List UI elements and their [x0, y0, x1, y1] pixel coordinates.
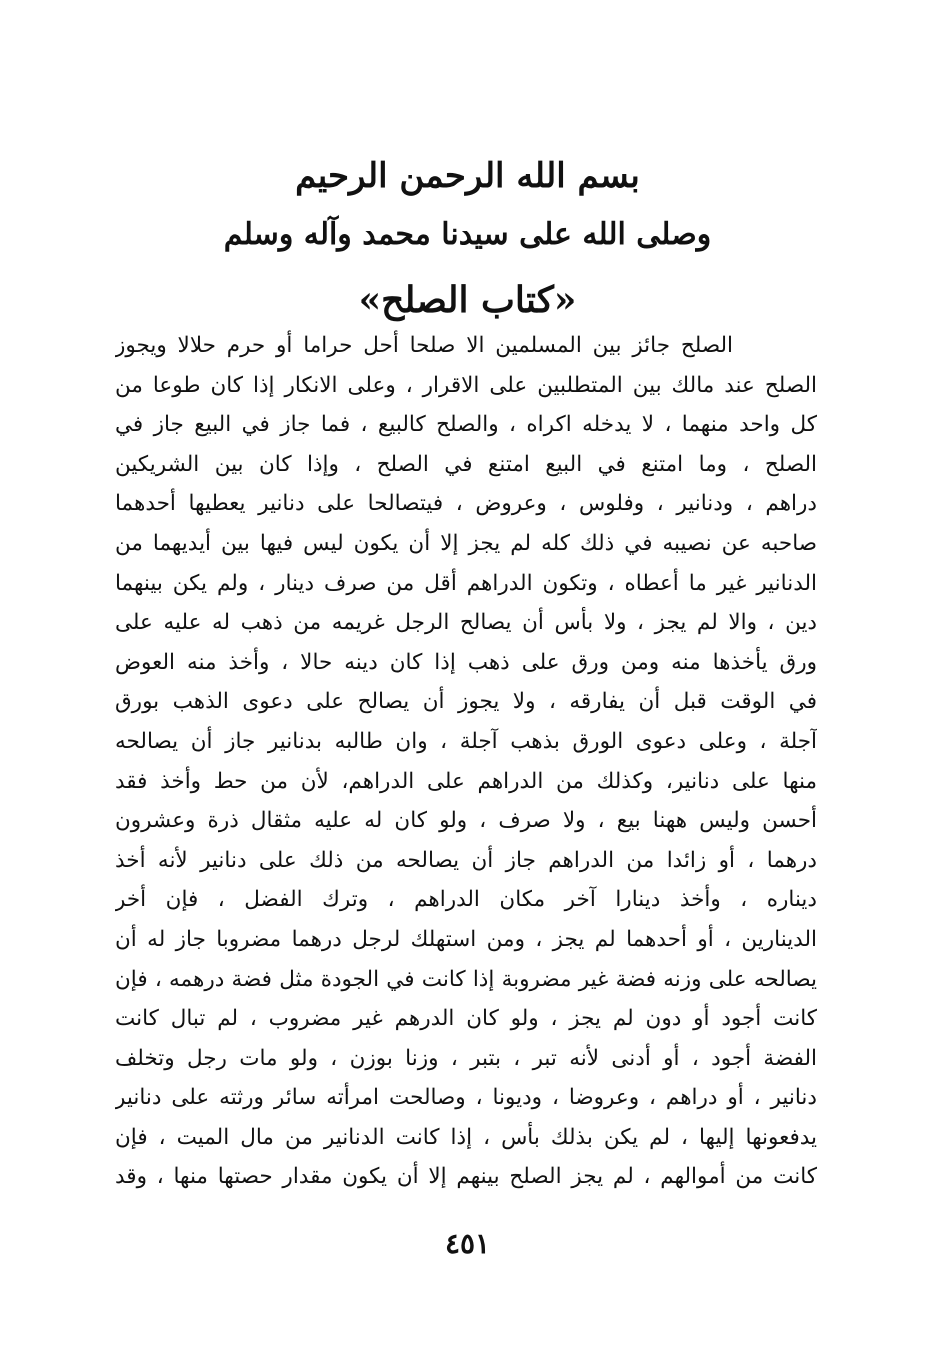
- text-line: دين ، والا لم يجز ، ولا بأس أن يصالح الرجل غريمه من ذهب له عليه على: [115, 610, 817, 636]
- text-line: منها على دنانير، وكذلك من الدراهم على الدراهم، لأن من حط وأخذ فقد: [115, 768, 817, 794]
- text-line: كل واحد منهما ، لا يدخله اكراه ، والصلح كالبيع ، فما جاز في البيع جاز في: [115, 412, 817, 438]
- page-number: ٤٥١: [444, 1227, 491, 1260]
- text-line: الصلح جائز بين المسلمين الا صلحا أحل حراما أو حرم حلالا ويجوز: [115, 333, 733, 358]
- body-text: [115, 326, 817, 1197]
- text-line: آجلة ، وعلى دعوى الورق بذهب آجلة ، وان طالبه بدنانير جاز أن يصالحه: [115, 728, 817, 754]
- text-line: في الوقت قبل أن يفارقه ، ولا يجوز أن يصالح على دعوى الذهب بورق: [115, 689, 817, 715]
- text-line: الدينارين ، أو أحدهما لم يجز ، ومن استهلك لرجل درهما مضروبا جاز له أن: [115, 926, 817, 952]
- text-line: كانت من أموالهم ، لم يجز الصلح بينهم إلا أن يكون مقدار حصتها منها ، وقد: [115, 1164, 817, 1190]
- chapter-title: «كتاب الصلح»: [358, 279, 577, 321]
- text-line: صاحبه عن نصيبه في ذلك كله لم يجز إلا أن يكون ليس فيها بين أيديهما من: [115, 530, 817, 556]
- text-line: الدنانير غير ما أعطاه ، وتكون الدراهم أقل من صرف دينار ، ولم يكن بينهما: [115, 570, 817, 596]
- text-line: دراهم ، ودنانير ، وفلوس ، وعروض ، فيتصالحا على دنانير يعطيها أحدهما: [115, 491, 817, 517]
- text-line: يصالحه على وزنه فضة غير مضروبة إذا كانت في الجودة مثل فضة درهمه ، فإن: [115, 966, 817, 992]
- text-line: دنانير ، أو دراهم ، وعروضا ، وديونا ، وصالحت امرأته سائر ورثته على دنانير: [115, 1085, 817, 1111]
- text-line: ديناره ، وأخذ دينارا آخر مكان الدراهم ، وترك الفضل ، فإن أخر: [115, 887, 817, 913]
- salawat-heading: وصلى الله على سيدنا محمد وآله وسلم: [223, 217, 712, 252]
- basmala-heading: بسم الله الرحمن الرحيم: [295, 156, 640, 196]
- text-line: درهما ، أو زائدا من الدراهم جاز أن يصالحه من ذلك على دنانير لأنه أخذ: [115, 847, 817, 873]
- text-line: أحسن وليس ههنا بيع ، ولا صرف ، ولو كان له عليه مثقال ذرة وعشرون: [115, 808, 817, 834]
- text-line: يدفعونها إليها ، لم يكن بذلك بأس ، إذا كانت الدنانير من مال الميت ، فإن: [115, 1124, 817, 1150]
- text-line: الفضة أجود ، أو أدنى لأنه تبر ، بتبر ، وزنا بوزن ، ولو مات رجل وتخلف: [115, 1045, 817, 1071]
- text-line: الصلح ، وما امتنع في البيع امتنع في الصلح ، وإذا كان بين الشريكين: [115, 451, 817, 477]
- text-line: ورق يأخذها منه ومن ورق على ذهب إذا كان دينه حالا ، وأخذ منه العوض: [115, 649, 817, 675]
- text-line: كانت أجود أو دون لم يجز ، ولو كان الدرهم غير مضروب ، لم تبال كانت: [115, 1006, 817, 1032]
- text-line: الصلح عند مالك بين المتطلبين على الاقرار ، وعلى الانكار إذا كان طوعا من: [115, 372, 817, 398]
